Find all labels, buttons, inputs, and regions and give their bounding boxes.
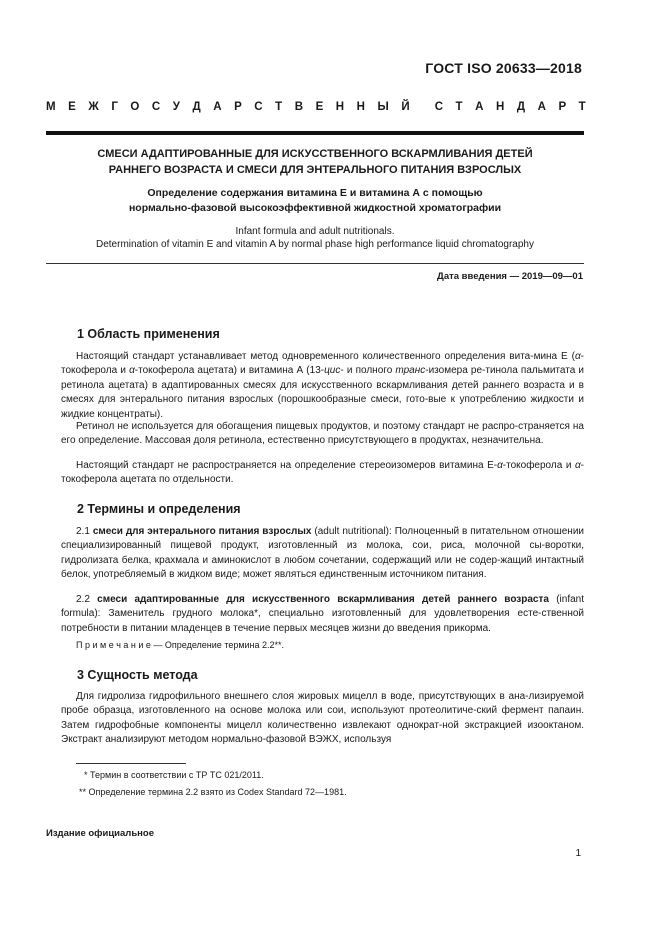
introduction-date: Дата введения — 2019—09—01 bbox=[437, 271, 583, 282]
footnote-1: * Термин в соответствии с ТР ТС 021/2011. bbox=[84, 770, 264, 780]
english-title: Infant formula and adult nutritionals. Determination of vitamin E and vitamin A by normal phase high performance liquid chromatography bbox=[95, 226, 534, 250]
section-1-paragraph-3: Настоящий стандарт не распространяется на определение стереоизомеров витамина Е-α-токоферола и α-токоферола ацетата по отдельности. bbox=[61, 460, 585, 486]
document-title: СМЕСИ АДАПТИРОВАННЫЕ ДЛЯ ИСКУССТВЕННОГО ВСКАРМЛИВАНИЯ ДЕТЕЙ РАННЕГО ВОЗРАСТА И СМЕСИ ДЛЯ ЭНТЕРАЛЬНОГО ПИТАНИЯ ВЗРОСЛЫХ bbox=[97, 148, 533, 176]
header-divider bbox=[46, 131, 584, 135]
term-2-2: 2.2 смеси адаптированные для искусственного вскармливания детей раннего возраста (infant formula): Заменитель грудного молока*, специально изготовленный для удовлетворения есте-ственной потребности в питании младенцев в течение первых месяцев жизни до введения прикорма. bbox=[61, 594, 585, 634]
title-divider bbox=[46, 263, 584, 264]
interstate-standard-banner: М Е Ж Г О С У Д А Р С Т В Е Н Н Ы Й С Т А Н Д А Р Т bbox=[46, 101, 586, 113]
section-2-heading: 2 Термины и определения bbox=[77, 502, 241, 516]
footnote-2: ** Определение термина 2.2 взято из Codex Standard 72—1981. bbox=[79, 787, 347, 797]
standard-number: ГОСТ ISO 20633—2018 bbox=[425, 60, 582, 76]
page-number: 1 bbox=[575, 848, 581, 859]
document-subtitle: Определение содержания витамина Е и витамина А с помощью нормально-фазовой высокоэффективной жидкостной хроматографии bbox=[128, 187, 502, 214]
section-1-heading: 1 Область применения bbox=[77, 327, 220, 341]
footnote-divider bbox=[76, 763, 186, 764]
term-2-1: 2.1 смеси для энтерального питания взрослых (adult nutritional): Полноценный в питательном отношении специализированный пищевой продукт, изготовленный из молока, сои, риса, молочной сы-воротки, гидролизата белка, крахмала и аминокислот в любом сочетании, содержащий или не содер-жащий интактный белок, употребляемый в жидком виде; может являться единственным источником питания. bbox=[61, 526, 584, 581]
note: П р и м е ч а н и е — Определение термина 2.2**. bbox=[76, 640, 285, 650]
edition-label: Издание официальное bbox=[46, 828, 154, 839]
section-3-heading: 3 Сущность метода bbox=[77, 668, 198, 682]
section-1-paragraph-2: Ретинол не используется для обогащения пищевых продуктов, и поэтому стандарт не распро-страняется на его определение. Массовая доля ретинола, естественно присутствующего в продуктах, незначительна. bbox=[61, 421, 584, 447]
section-3-paragraph-1: Для гидролиза гидрофильного внешнего слоя жировых мицелл в воде, присутствующих в ана-лизируемой пробе образца, изготовленного на основе молока или сои, используют протеолитиче-ский фермент папаин. Затем гидрофобные компоненты мицелл количественно извлекают однократ-ной экстракцией изооктаном. Экстракт анализируют методом нормально-фазовой ВЭЖХ, используя bbox=[61, 691, 584, 746]
section-1-paragraph-1: Настоящий стандарт устанавливает метод одновременного количественного определения вита-мина Е (α-токоферола и α-токоферола ацетата) и витамина А (13-цис- и полного транс-изомера ре-тинола пальмитата и ретинола ацетата) в адаптированных смесях для искусственного вскармливания детей раннего возраста и в смесях для энтерального питания взрослых (порошкообразные смеси, гото-вые к употреблению жидкости и жидкие концентраты). bbox=[61, 351, 584, 420]
